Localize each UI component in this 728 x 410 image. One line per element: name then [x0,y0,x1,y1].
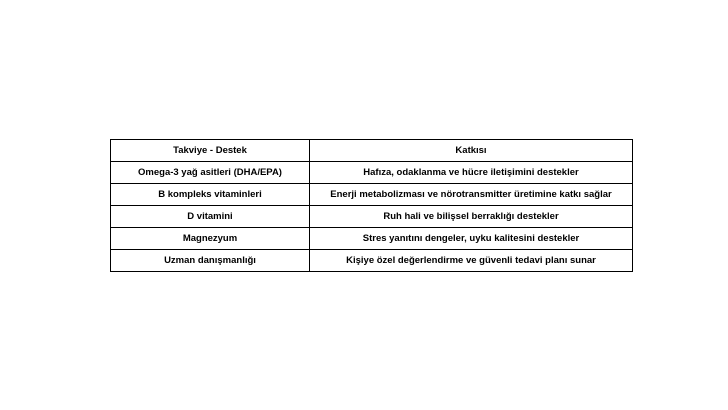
supplement-table [110,139,633,272]
table-row [111,228,633,250]
table-header-benefit: Katkısı [310,140,633,162]
table-cell-supplement: Magnezyum [111,228,310,250]
table-cell-benefit: Hafıza, odaklanma ve hücre iletişimini destekler [310,162,633,184]
table-cell-supplement: B kompleks vitaminleri [111,184,310,206]
table-cell-benefit: Kişiye özel değerlendirme ve güvenli tedavi planı sunar [310,250,633,272]
table-row [111,184,633,206]
supplement-table-container [110,139,618,272]
table-header-row [111,140,633,162]
table-cell-benefit: Ruh hali ve bilişsel berraklığı destekler [310,206,633,228]
table-cell-benefit: Enerji metabolizması ve nörotransmitter üretimine katkı sağlar [310,184,633,206]
table-cell-supplement: Uzman danışmanlığı [111,250,310,272]
table-cell-benefit: Stres yanıtını dengeler, uyku kalitesini destekler [310,228,633,250]
table-row [111,206,633,228]
table-cell-supplement: Omega-3 yağ asitleri (DHA/EPA) [111,162,310,184]
table-header-supplement: Takviye - Destek [111,140,310,162]
table-row [111,162,633,184]
table-cell-supplement: D vitamini [111,206,310,228]
table-row [111,250,633,272]
